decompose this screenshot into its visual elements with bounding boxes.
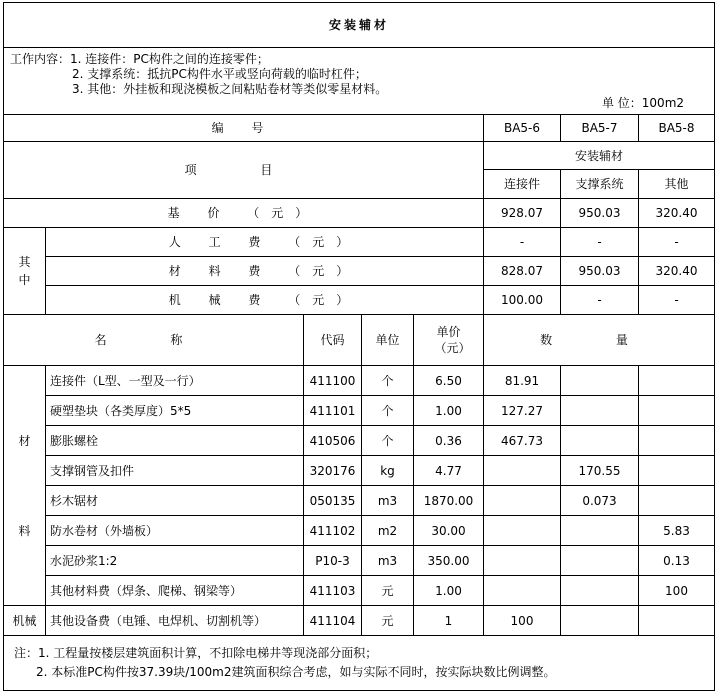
material-cost-value: 950.03 [561,257,639,286]
quota-table [3,2,715,691]
material-code: 411100 [304,366,362,396]
col-code-header: 代码 [304,315,362,366]
material-code: 050135 [304,486,362,516]
code-ba5-8: BA5-8 [639,115,715,142]
notes-row [4,636,715,691]
machinery-qty: 100 [484,606,561,636]
machine-cost-value: - [561,286,639,315]
material-name: 连接件（L型、一型及一行） [46,366,304,396]
sub-name-connector: 连接件 [484,170,561,199]
quota-sheet [0,2,717,691]
unit-label: 单 位：100m2 [601,96,685,110]
material-name: 硬塑垫块（各类厚度）5*5 [46,396,304,426]
machinery-price: 1 [414,606,484,636]
group-name: 安装辅材 [484,142,715,170]
material-qty: 170.55 [561,456,639,486]
item-label: 项 目 [4,142,484,199]
among-label: 其中 [4,228,46,315]
material-qty: 0.13 [639,546,715,576]
material-code: 320176 [304,456,362,486]
material-qty: 81.91 [484,366,561,396]
material-cost-label: 材 料 费 （元） [46,257,484,286]
material-qty [484,516,561,546]
machine-cost-row [4,286,715,315]
material-price: 6.50 [414,366,484,396]
material-qty: 467.73 [484,426,561,456]
col-name-header: 名 称 [4,315,304,366]
material-unit: m2 [362,516,414,546]
base-price-value: 928.07 [484,199,561,228]
work-content-line-1: 工作内容：1. 连接件：PC构件之间的连接零件； [10,52,269,66]
material-qty [639,396,715,426]
material-qty [561,516,639,546]
material-name: 膨胀螺栓 [46,426,304,456]
column-header-row [4,315,715,366]
base-price-value: 320.40 [639,199,715,228]
col-unit-header: 单位 [362,315,414,366]
material-qty [639,486,715,516]
material-qty: 100 [639,576,715,606]
material-unit: 元 [362,576,414,606]
material-code: P10-3 [304,546,362,576]
material-row [4,516,715,546]
sub-name-other: 其他 [639,170,715,199]
item-header-row-1 [4,142,715,170]
material-unit: 个 [362,426,414,456]
material-qty: 5.83 [639,516,715,546]
machinery-qty [561,606,639,636]
title-row [4,3,715,48]
material-qty [561,426,639,456]
work-content-line-3: 3. 其他：外挂板和现浇模板之间粘贴卷材等类似零星材料。 [72,82,388,96]
machinery-name: 其他设备费（电锤、电焊机、切割机等） [46,606,304,636]
code-label: 编 号 [4,115,484,142]
material-price: 1.00 [414,396,484,426]
machinery-unit: 元 [362,606,414,636]
col-quantity-header: 数 量 [484,315,715,366]
work-content [4,48,715,115]
material-code: 411102 [304,516,362,546]
material-qty: 127.27 [484,396,561,426]
material-row [4,366,715,396]
base-price-value: 950.03 [561,199,639,228]
work-content-label: 工作内容： [10,52,71,66]
material-qty [561,546,639,576]
material-name: 支撑钢管及扣件 [46,456,304,486]
material-price: 30.00 [414,516,484,546]
material-unit: kg [362,456,414,486]
machinery-row [4,606,715,636]
material-price: 350.00 [414,546,484,576]
base-price-row [4,199,715,228]
material-row [4,576,715,606]
sub-name-support: 支撑系统 [561,170,639,199]
labor-cost-value: - [639,228,715,257]
notes [4,636,715,691]
page-title: 安装辅材 [4,3,715,48]
machinery-label: 机械 [4,606,46,636]
material-qty [639,426,715,456]
work-content-row [4,48,715,115]
material-name: 杉木锯材 [46,486,304,516]
material-qty [484,456,561,486]
material-row [4,486,715,516]
material-unit: m3 [362,486,414,516]
material-code: 411103 [304,576,362,606]
material-price: 1870.00 [414,486,484,516]
material-qty: 0.073 [561,486,639,516]
material-name: 水泥砂浆1:2 [46,546,304,576]
labor-cost-row [4,228,715,257]
material-code: 410506 [304,426,362,456]
material-row [4,426,715,456]
material-qty [639,456,715,486]
material-code: 411101 [304,396,362,426]
material-cost-value: 320.40 [639,257,715,286]
material-qty [484,576,561,606]
notes-label: 注： [14,646,39,660]
note-line-2: 2. 本标准PC构件按37.39块/100m2建筑面积综合考虑，如与实际不同时，按实际块数比例调整。 [36,665,556,679]
machine-cost-label: 机 械 费 （元） [46,286,484,315]
material-qty [484,486,561,516]
material-unit: m3 [362,546,414,576]
material-qty [561,396,639,426]
material-row [4,396,715,426]
materials-label: 材料 [4,366,46,606]
material-price: 1.00 [414,576,484,606]
material-price: 4.77 [414,456,484,486]
work-content-line-2: 2. 支撑系统：抵抗PC构件水平或竖向荷载的临时杠件； [72,67,367,81]
material-name: 防水卷材（外墙板） [46,516,304,546]
code-ba5-7: BA5-7 [561,115,639,142]
labor-cost-value: - [561,228,639,257]
material-name: 其他材料费（焊条、爬梯、钢梁等） [46,576,304,606]
material-qty [561,366,639,396]
material-cost-row [4,257,715,286]
material-qty [484,546,561,576]
material-unit: 个 [362,396,414,426]
material-price: 0.36 [414,426,484,456]
material-qty [639,366,715,396]
note-line-1: 注：1. 工程量按楼层建筑面积计算，不扣除电梯井等现浇部分面积； [14,646,378,660]
labor-cost-value: - [484,228,561,257]
code-ba5-6: BA5-6 [484,115,561,142]
machine-cost-value: - [639,286,715,315]
labor-cost-label: 人 工 费 （元） [46,228,484,257]
material-qty [561,576,639,606]
machinery-qty [639,606,715,636]
col-price-header: 单价（元） [414,315,484,366]
material-row [4,546,715,576]
code-row [4,115,715,142]
machinery-code: 411104 [304,606,362,636]
base-price-label: 基 价 （元） [4,199,484,228]
material-unit: 个 [362,366,414,396]
material-row [4,456,715,486]
material-cost-value: 828.07 [484,257,561,286]
machine-cost-value: 100.00 [484,286,561,315]
